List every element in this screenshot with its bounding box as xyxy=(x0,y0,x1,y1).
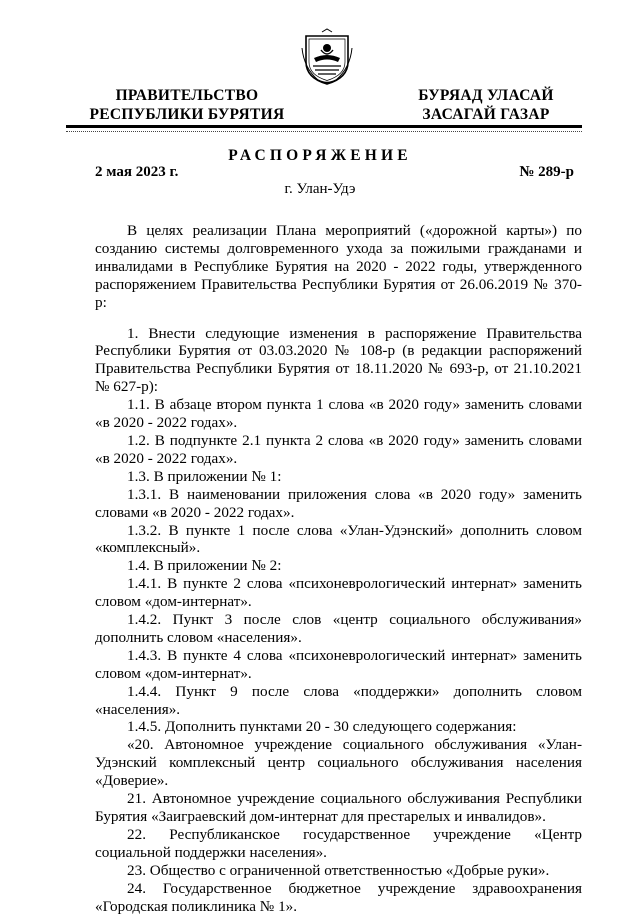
document-number: № 289-р xyxy=(519,164,574,180)
paragraph-entry-21: 21. Автономное учреждение социального обслуживания Республики Бурятия «Заиграевский дом-интернат для престарелых и инвалидов». xyxy=(95,790,582,825)
government-name-line-1: ПРАВИТЕЛЬСТВО xyxy=(115,87,259,104)
paragraph-item-1: 1. Внести следующие изменения в распоряжение Правительства Республики Бурятия от 03.03.2020 № 108-р (в редакции распоряжений Правительства Республики Бурятия от 18.11.2020 № 693-р, от 21.10.2021 № 627-р): xyxy=(95,324,582,396)
government-name-russian xyxy=(78,86,296,124)
paragraph-item-1-4: 1.4. В приложении № 2: xyxy=(127,557,282,575)
paragraph-item-1-1: 1.1. В абзаце втором пункта 1 слова «в 2020 году» заменить словами «в 2020 - 2022 годах». xyxy=(95,396,582,432)
paragraph-item-1-4-5: 1.4.5. Дополнить пунктами 20 - 30 следующего содержания: xyxy=(127,718,517,736)
government-name-line-2: РЕСПУБЛИКИ БУРЯТИЯ xyxy=(89,106,285,123)
paragraph-preamble: В целях реализации Плана мероприятий («дорожной карты») по созданию системы долговременного ухода за пожилыми гражданами и инвалидами в Республике Бурятия на 2020 - 2022 годы, утвержденного распоряжением Правительства Республики Бурятия от 26.06.2019 № 370-р: xyxy=(95,222,582,311)
paragraph-item-1-3-1: 1.3.1. В наименовании приложения слова «в 2020 году» заменить словами «в 2020 - 2022 годах». xyxy=(95,485,582,521)
coat-of-arms-icon xyxy=(300,28,354,86)
paragraph-entry-22: 22. Республиканское государственное учреждение «Центр социальной поддержки населения». xyxy=(95,825,582,861)
document-body xyxy=(95,222,582,915)
paragraph-item-1-4-2: 1.4.2. Пункт 3 после слов «центр социального обслуживания» дополнить словом «населения». xyxy=(95,611,582,646)
government-name-buryat-line-1: БУРЯАД УЛАСАЙ xyxy=(418,87,554,104)
paragraph-item-1-4-3: 1.4.3. В пункте 4 слова «психоневрологический интернат» заменить словом «дом-интернат». xyxy=(95,646,582,682)
paragraph-item-1-3-2: 1.3.2. В пункте 1 после слова «Улан-Удэнский» дополнить словом «комплексный». xyxy=(95,521,582,557)
paragraph-entry-23: 23. Общество с ограниченной ответственностью «Добрые руки». xyxy=(127,861,550,879)
paragraph-item-1-3: 1.3. В приложении № 1: xyxy=(127,467,282,485)
paragraph-item-1-2: 1.2. В подпункте 2.1 пункта 2 слова «в 2020 году» заменить словами «в 2020 - 2022 годах». xyxy=(95,431,582,467)
paragraph-item-1-4-4: 1.4.4. Пункт 9 после слова «поддержки» дополнить словом «населения». xyxy=(95,682,582,718)
document-type-title: РАСПОРЯЖЕНИЕ xyxy=(228,147,412,164)
paragraph-item-1-4-1: 1.4.1. В пункте 2 слова «психоневрологический интернат» заменить словом «дом-интернат». xyxy=(95,575,582,611)
paragraph-entry-20: «20. Автономное учреждение социального обслуживания «Улан-Удэнский комплексный центр социального обслуживания населения «Доверие». xyxy=(95,736,582,790)
government-name-buryat xyxy=(398,86,574,124)
paragraph-entry-24: 24. Государственное бюджетное учреждение здравоохранения «Городская поликлиника № 1». xyxy=(95,879,582,915)
government-name-buryat-line-2: ЗАСАГАЙ ГАЗАР xyxy=(422,106,550,123)
header-divider-thin xyxy=(66,131,582,132)
document-date: 2 мая 2023 г. xyxy=(95,164,179,180)
document-city: г. Улан-Удэ xyxy=(284,181,356,197)
header-divider-thick xyxy=(66,125,582,128)
